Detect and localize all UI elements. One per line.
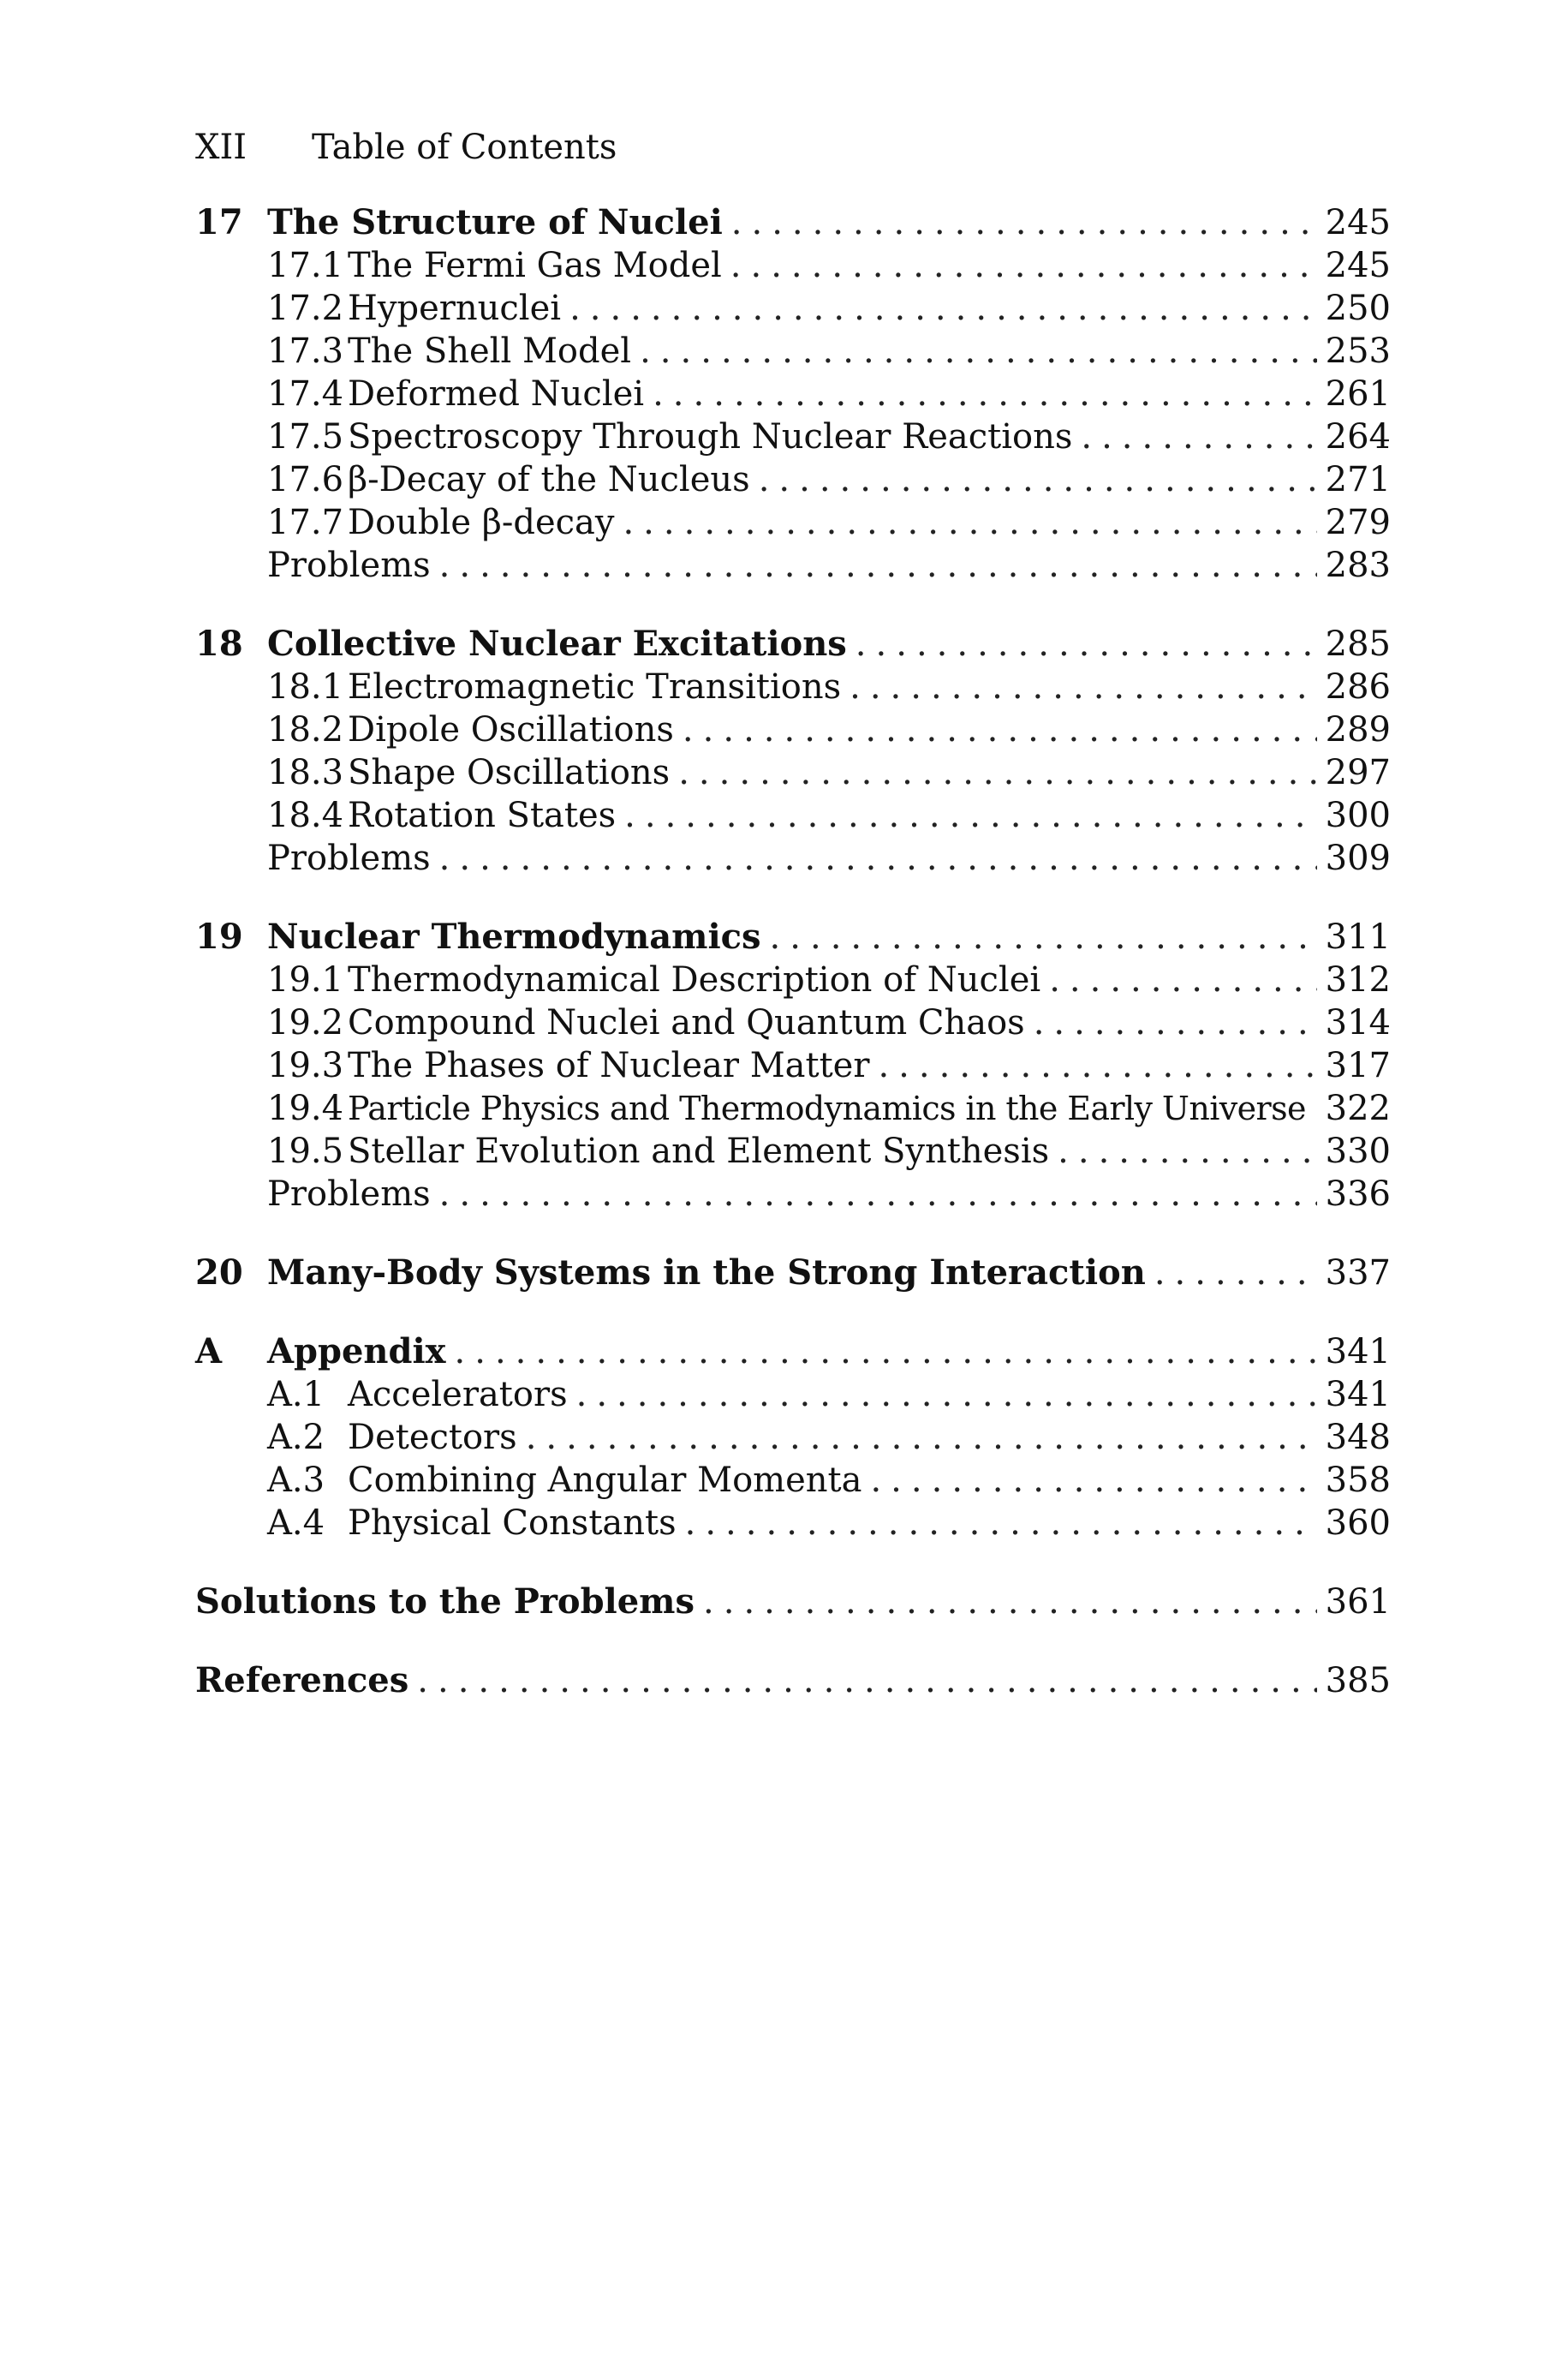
table-of-contents — [195, 201, 1391, 1738]
section-title: Electromagnetic Transitions — [348, 667, 842, 707]
dot-leader — [1034, 1001, 1317, 1044]
dot-leader — [417, 1659, 1316, 1702]
chapter-number: 18 — [195, 624, 243, 664]
dot-leader — [1049, 959, 1316, 1001]
dot-leader — [455, 1330, 1317, 1373]
page-ref: 245 — [1325, 246, 1391, 285]
dot-leader — [1058, 1130, 1317, 1173]
page-ref: 261 — [1325, 374, 1391, 414]
dot-leader — [1081, 415, 1316, 458]
page-ref: 361 — [1325, 1582, 1391, 1622]
page-ref: 285 — [1325, 624, 1391, 664]
backmatter-title: Solutions to the Problems — [195, 1581, 695, 1622]
section-number: 17.6 — [267, 460, 344, 499]
section-number: 19.3 — [267, 1046, 344, 1085]
section-number: 17.2 — [267, 289, 344, 328]
chapter-heading[interactable] — [195, 1330, 1391, 1373]
dot-leader — [1154, 1252, 1317, 1294]
dot-leader — [685, 1502, 1317, 1545]
dot-leader — [439, 837, 1317, 880]
dot-leader — [569, 287, 1317, 330]
page-ref: 336 — [1325, 1174, 1391, 1214]
section-number: 18.2 — [267, 710, 344, 750]
section-entry[interactable] — [195, 1373, 1391, 1416]
page-ref: 314 — [1325, 1003, 1391, 1043]
section-title: The Shell Model — [348, 332, 632, 371]
page-ref: 264 — [1325, 417, 1391, 457]
section-entry[interactable] — [195, 501, 1391, 544]
dot-leader — [678, 751, 1316, 794]
section-entry[interactable] — [195, 1416, 1391, 1459]
backmatter-solutions — [195, 1580, 1391, 1623]
problems-label: Problems — [267, 1174, 431, 1214]
backmatter-title: References — [195, 1660, 409, 1700]
dot-leader — [576, 1373, 1317, 1416]
chapter-title: Nuclear Thermodynamics — [267, 917, 761, 957]
section-entry[interactable] — [195, 959, 1391, 1001]
page-ref: 309 — [1325, 839, 1391, 878]
dot-leader — [640, 330, 1317, 373]
dot-leader — [439, 1173, 1317, 1216]
section-entry[interactable] — [195, 1459, 1391, 1502]
section-entry[interactable] — [195, 1087, 1391, 1130]
page-ref: 385 — [1325, 1661, 1391, 1700]
dot-leader — [526, 1416, 1317, 1459]
dot-leader — [850, 666, 1317, 708]
section-number: A.2 — [267, 1418, 325, 1457]
section-number: 18.3 — [267, 753, 344, 792]
dot-leader — [653, 373, 1317, 415]
section-title: The Fermi Gas Model — [348, 246, 722, 285]
problems-label: Problems — [267, 839, 431, 878]
section-title: Combining Angular Momenta — [348, 1461, 862, 1500]
chapter-19 — [195, 916, 1391, 1216]
chapter-title: Collective Nuclear Excitations — [267, 624, 847, 664]
chapter-number: 20 — [195, 1252, 243, 1293]
chapter-title: Appendix — [267, 1331, 446, 1371]
page-ref: 317 — [1325, 1046, 1391, 1085]
section-number: 19.1 — [267, 960, 344, 1000]
section-title: Shape Oscillations — [348, 753, 671, 792]
section-number: 17.4 — [267, 374, 344, 414]
dot-leader — [624, 794, 1316, 837]
section-title: Double β-decay — [348, 503, 615, 542]
page-ref: 253 — [1325, 332, 1391, 371]
section-title: Hypernuclei — [348, 289, 562, 328]
running-head — [195, 124, 617, 170]
page-ref: 358 — [1325, 1461, 1391, 1500]
page-ref: 330 — [1325, 1132, 1391, 1171]
page-ref: 337 — [1325, 1253, 1391, 1293]
page-ref: 311 — [1325, 917, 1391, 957]
section-title: Compound Nuclei and Quantum Chaos — [348, 1003, 1025, 1043]
section-entry[interactable] — [195, 751, 1391, 794]
backmatter-entry[interactable] — [195, 1659, 1391, 1702]
section-number: 18.4 — [267, 796, 344, 835]
section-entry[interactable] — [195, 415, 1391, 458]
page-ref: 250 — [1325, 289, 1391, 328]
dot-leader — [770, 916, 1317, 959]
page-ref: 312 — [1325, 960, 1391, 1000]
section-title: Deformed Nuclei — [348, 374, 645, 414]
section-entry[interactable] — [195, 1044, 1391, 1087]
section-title: Spectroscopy Through Nuclear Reactions — [348, 417, 1073, 457]
section-entry[interactable] — [195, 330, 1391, 373]
section-entry[interactable] — [195, 287, 1391, 330]
section-entry[interactable] — [195, 1130, 1391, 1173]
backmatter-entry[interactable] — [195, 1580, 1391, 1623]
chapter-number: 19 — [195, 917, 243, 957]
dot-leader — [856, 623, 1317, 666]
chapter-18 — [195, 623, 1391, 880]
section-title: Detectors — [348, 1418, 517, 1457]
chapter-title: The Structure of Nuclei — [267, 202, 723, 242]
section-number: A.1 — [267, 1375, 325, 1414]
chapter-heading[interactable] — [195, 623, 1391, 666]
chapter-heading[interactable] — [195, 1252, 1391, 1294]
dot-leader — [439, 544, 1317, 587]
problems-entry[interactable] — [195, 837, 1391, 880]
dot-leader — [730, 244, 1317, 287]
page-ref: 297 — [1325, 753, 1391, 792]
section-entry[interactable] — [195, 373, 1391, 415]
problems-entry[interactable] — [195, 544, 1391, 587]
chapter-20 — [195, 1252, 1391, 1294]
section-title: β-Decay of the Nucleus — [348, 460, 750, 499]
page-ref: 322 — [1325, 1089, 1391, 1128]
section-number: 17.3 — [267, 332, 344, 371]
section-title: The Phases of Nuclear Matter — [348, 1046, 870, 1085]
problems-entry[interactable] — [195, 1173, 1391, 1216]
dot-leader — [731, 201, 1317, 244]
dot-leader — [703, 1580, 1317, 1623]
chapter-number: A — [195, 1331, 223, 1371]
section-title: Particle Physics and Thermodynamics in the Early Universe — [348, 1090, 1306, 1127]
chapter-17 — [195, 201, 1391, 587]
chapter-heading[interactable] — [195, 916, 1391, 959]
section-number: 17.5 — [267, 417, 344, 457]
dot-leader — [878, 1044, 1316, 1087]
dot-leader — [870, 1459, 1316, 1502]
chapter-appendix — [195, 1330, 1391, 1545]
section-entry[interactable] — [195, 244, 1391, 287]
problems-label: Problems — [267, 546, 431, 585]
section-number: 19.2 — [267, 1003, 344, 1043]
section-title: Rotation States — [348, 796, 617, 835]
chapter-number: 17 — [195, 202, 243, 242]
section-title: Stellar Evolution and Element Synthesis — [348, 1132, 1050, 1171]
section-number: 17.1 — [267, 246, 344, 285]
section-entry[interactable] — [195, 1001, 1391, 1044]
page-ref: 341 — [1325, 1332, 1391, 1371]
running-head-title: Table of Contents — [312, 128, 617, 167]
section-entry[interactable] — [195, 1502, 1391, 1545]
chapter-heading[interactable] — [195, 201, 1391, 244]
dot-leader — [759, 458, 1317, 501]
chapter-title: Many-Body Systems in the Strong Interaction — [267, 1252, 1146, 1293]
page-ref: 300 — [1325, 796, 1391, 835]
page-ref: 360 — [1325, 1503, 1391, 1543]
section-title: Physical Constants — [348, 1503, 677, 1543]
section-entry[interactable] — [195, 666, 1391, 708]
page-number: XII — [195, 128, 247, 167]
dot-leader — [1315, 1087, 1317, 1130]
section-number: 19.5 — [267, 1132, 344, 1171]
section-title: Thermodynamical Description of Nuclei — [348, 960, 1041, 1000]
section-entry[interactable] — [195, 794, 1391, 837]
page-ref: 245 — [1325, 203, 1391, 242]
section-title: Dipole Oscillations — [348, 710, 674, 750]
section-entry[interactable] — [195, 458, 1391, 501]
section-entry[interactable] — [195, 708, 1391, 751]
section-number: A.4 — [267, 1503, 325, 1543]
section-number: 19.4 — [267, 1089, 344, 1128]
dot-leader — [623, 501, 1316, 544]
page-ref: 271 — [1325, 460, 1391, 499]
section-number: A.3 — [267, 1461, 325, 1500]
page-ref: 286 — [1325, 667, 1391, 707]
page-ref: 283 — [1325, 546, 1391, 585]
section-number: 18.1 — [267, 667, 344, 707]
section-title: Accelerators — [348, 1375, 568, 1414]
page-ref: 279 — [1325, 503, 1391, 542]
dot-leader — [683, 708, 1317, 751]
page-ref: 341 — [1325, 1375, 1391, 1414]
backmatter-references — [195, 1659, 1391, 1702]
page-ref: 289 — [1325, 710, 1391, 750]
section-number: 17.7 — [267, 503, 344, 542]
page-ref: 348 — [1325, 1418, 1391, 1457]
